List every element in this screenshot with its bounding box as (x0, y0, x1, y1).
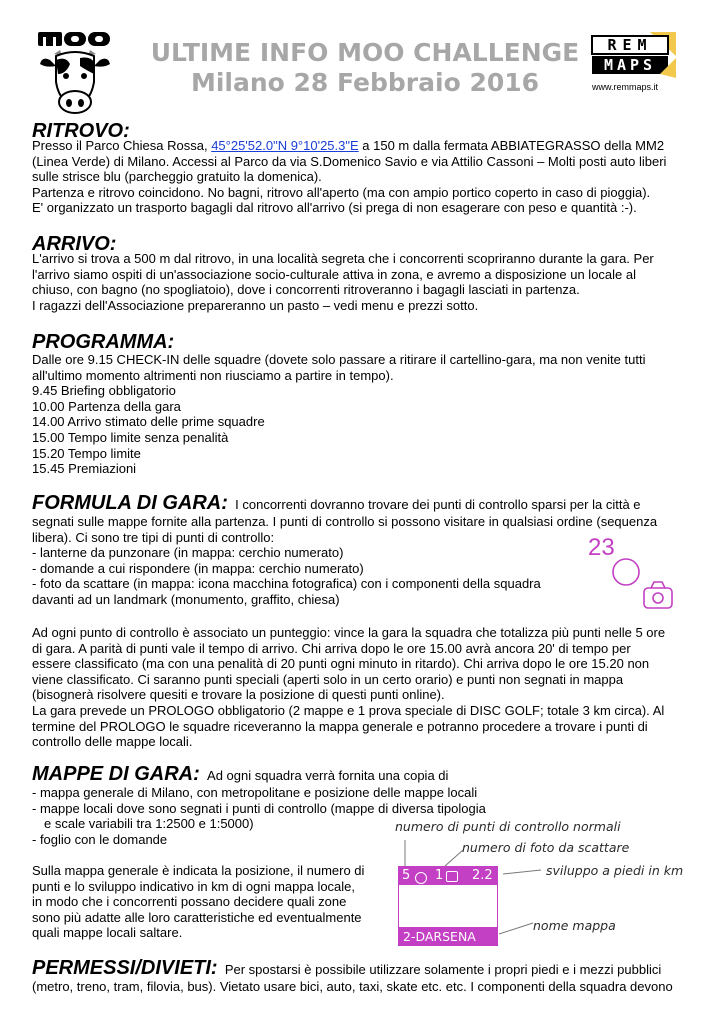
formula-para2 (32, 625, 692, 750)
heading-programma: PROGRAMMA: (32, 331, 175, 353)
control-symbols (608, 556, 678, 612)
formula-para2-line: (bisognerà risolvere quesiti e trovare la posizione di questi punti online). (32, 687, 445, 703)
formula-para2-line: controllo delle mappe locali. (32, 734, 193, 750)
mappe-para2-line: quali mappe locali saltare. (32, 925, 183, 941)
mappe-line-5: - foglio con le domande (32, 831, 168, 847)
programma-line-1: Dalle ore 9.15 CHECK-IN delle squadre (dovete solo passare a ritirare il cartellino-gara, ma non venite tutti (32, 352, 646, 367)
ritrovo-line-2: (Linea Verde) di Milano. Accessi al Parco da via S.Domenico Savio e via Attilio Cassoni – Molti posti auto liberi (32, 153, 667, 169)
permessi-section (32, 957, 692, 995)
legend-label-photos: numero di foto da scattare (462, 840, 630, 855)
legend-box-points: 5 (402, 868, 411, 883)
legend-box-km: 2.2 (472, 868, 493, 883)
programma-item: 9.45 Briefing obbligatorio (32, 383, 176, 399)
programma-item: 15.20 Tempo limite (32, 445, 141, 461)
programma-text (32, 352, 692, 477)
programma-item: 15.00 Tempo limite senza penalità (32, 429, 229, 445)
title-line-1: ULTIME INFO MOO CHALLENGE (150, 38, 580, 67)
formula-para2-line: La gara prevede un PROLOGO obbligatorio (2 mappe e 1 prova speciale di DISC GOLF; totale 3 km circa). Al (32, 702, 665, 718)
heading-formula: FORMULA DI GARA: (32, 492, 228, 514)
control-number-symbol: 23 (588, 534, 615, 561)
arrivo-line-3: chiuso, con bagno (no spogliatoio), dove i concorrenti ritroveranno i bagagli lasciati in partenza. (32, 282, 580, 298)
heading-mappe: MAPPE DI GARA: (32, 763, 200, 785)
legend-label-name: nome mappa (533, 918, 616, 933)
formula-line-1 (32, 492, 692, 514)
remmaps-logo (590, 30, 678, 80)
arrivo-line-2: l'arrivo siamo ospiti di un'associazione socio-culturale attiva in zona, e avremo a disposizione un locale al (32, 266, 636, 282)
mappe-para2-line: sono più adatte alle loro caratteristiche ed eventualmente (32, 909, 362, 925)
mappe-line-4: e scale variabili tra 1:2500 e 1:5000) (44, 816, 254, 832)
legend-label-km: sviluppo a piedi in km (546, 863, 684, 878)
formula-line-7: davanti ad un landmark (monumento, graffito, chiesa) (32, 591, 340, 607)
ritrovo-line-1-post: a 150 m dalla fermata ABBIATEGRASSO della MM2 (358, 138, 665, 153)
mappe-line-1-rest: Ad ogni squadra verrà fornita una copia di (207, 768, 449, 783)
programma-item: 15.45 Premiazioni (32, 461, 137, 477)
arrivo-line-1: L'arrivo si trova a 500 m dal ritrovo, in una località segreta che i concorrenti scopriranno durante la gara. Per (32, 251, 654, 266)
permessi-line-2: (metro, treno, tram, filovia, bus). Vietato usare bici, auto, taxi, skate etc. etc. I componenti della squadra devono (32, 979, 673, 994)
formula-para2-line: di gara. A parità di punti vale il tempo di arrivo. Chi arriva dopo le ore 15.00 avrà ancora 20' di tempo per (32, 640, 631, 656)
ritrovo-line-3: sulle strisce blu (parcheggio gratuito la domenica). (32, 169, 322, 185)
formula-line-4: - lanterne da punzonare (in mappa: cerchio numerato) (32, 545, 344, 561)
legend-box-name: 2-DARSENA (403, 929, 476, 944)
formula-line-5: - domande a cui rispondere (in mappa: cerchio numerato) (32, 560, 364, 576)
ritrovo-text (32, 138, 692, 216)
rem-logo-top-text: REM (607, 36, 653, 54)
coordinates-link[interactable]: 45°25'52.0"N 9°10'25.3"E (211, 138, 359, 153)
arrivo-text (32, 251, 692, 313)
formula-line-6: - foto da scattare (in mappa: icona macchina fotografica) con i componenti della squadra (32, 576, 541, 592)
formula-para2-line: viene classificato. Ci saranno punti speciali (aperti solo in un certo orario) e punti non segnati in mappa (32, 671, 624, 687)
rem-logo-bottom-text: MAPS (603, 56, 657, 74)
circle-control-icon (613, 559, 639, 585)
formula-line-2: segnati sulle mappe fornite alla partenza. I punti di controllo si possono visitare in qualsiasi ordine (sequenza (32, 514, 658, 529)
formula-line-1-rest: I concorrenti dovranno trovare dei punti di controllo sparsi per la città e (235, 497, 641, 512)
moo-logo (36, 30, 114, 118)
ritrovo-line-1-pre: Presso il Parco Chiesa Rossa, (32, 138, 212, 153)
legend-label-points: numero di punti di controllo normali (395, 819, 621, 834)
formula-para2-line: Ad ogni punto di controllo è associato un punteggio: vince la gara la squadra che totalizza più punti nelle 5 ore (32, 625, 666, 640)
heading-permessi: PERMESSI/DIVIETI: (32, 957, 218, 979)
permessi-line-1 (32, 957, 692, 979)
title-line-2: Milano 28 Febbraio 2016 (190, 68, 540, 97)
mappe-para2-line: punti e lo sviluppo indicativo in km di ogni mappa locale, (32, 878, 356, 894)
ritrovo-line-1 (32, 138, 692, 154)
permessi-line-1-rest: Per spostarsi è possibile utilizzare solamente i propri piedi e i mezzi pubblici (224, 962, 662, 977)
formula-line-3: libera). Ci sono tre tipi di punti di controllo: (32, 529, 275, 545)
ritrovo-line-5: E' organizzato un trasporto bagagli dal ritrovo all'arrivo (si prega di non esagerare con peso e quantità :-). (32, 200, 637, 216)
programma-item: 10.00 Partenza della gara (32, 398, 181, 414)
cow-icon (36, 30, 114, 118)
ritrovo-line-4: Partenza e ritrovo coincidono. No bagni, ritrovo all'aperto (ma con ampio portico coperto in caso di pioggia). (32, 184, 651, 200)
legend-box-photos: 1 (435, 868, 444, 883)
legend-box-camera-icon (446, 871, 458, 882)
mappe-line-2: - mappa generale di Milano, con metropolitane e posizione delle mappe locali (32, 785, 478, 800)
mappe-line-3: - mappe locali dove sono segnati i punti di controllo (mappe di diversa tipologia (32, 800, 486, 816)
programma-line-2: all'ultimo momento altrimenti non riusciamo a partire in tempo). (32, 367, 394, 383)
map-legend-box (398, 866, 498, 946)
legend-box-circle-icon (415, 872, 427, 884)
heading-arrivo: ARRIVO: (32, 233, 117, 255)
mappe-para2 (32, 863, 377, 941)
heading-ritrovo: RITROVO: (32, 120, 130, 142)
mappe-para2-line: in modo che i concorrenti possano decidere quali zone (32, 894, 347, 910)
mappe-para2-line: Sulla mappa generale è indicata la posizione, il numero di (32, 863, 365, 878)
camera-icon (644, 582, 672, 608)
mappe-line-1 (32, 763, 486, 785)
programma-item: 14.00 Arrivo stimato delle prime squadre (32, 414, 265, 430)
remmaps-url[interactable]: www.remmaps.it (592, 82, 659, 92)
formula-para2-line: termine del PROLOGO le squadre riceveranno la mappa generale e potranno procedere a trovare i punti di (32, 718, 648, 734)
formula-para2-line: essere classificato (ma con una penalità di 20 punti ogni minuto in ritardo). Chi arriva dopo le ore 15.20 non (32, 656, 650, 672)
arrivo-line-4: I ragazzi dell'Associazione prepareranno un pasto – vedi menu e prezzi sotto. (32, 297, 479, 313)
